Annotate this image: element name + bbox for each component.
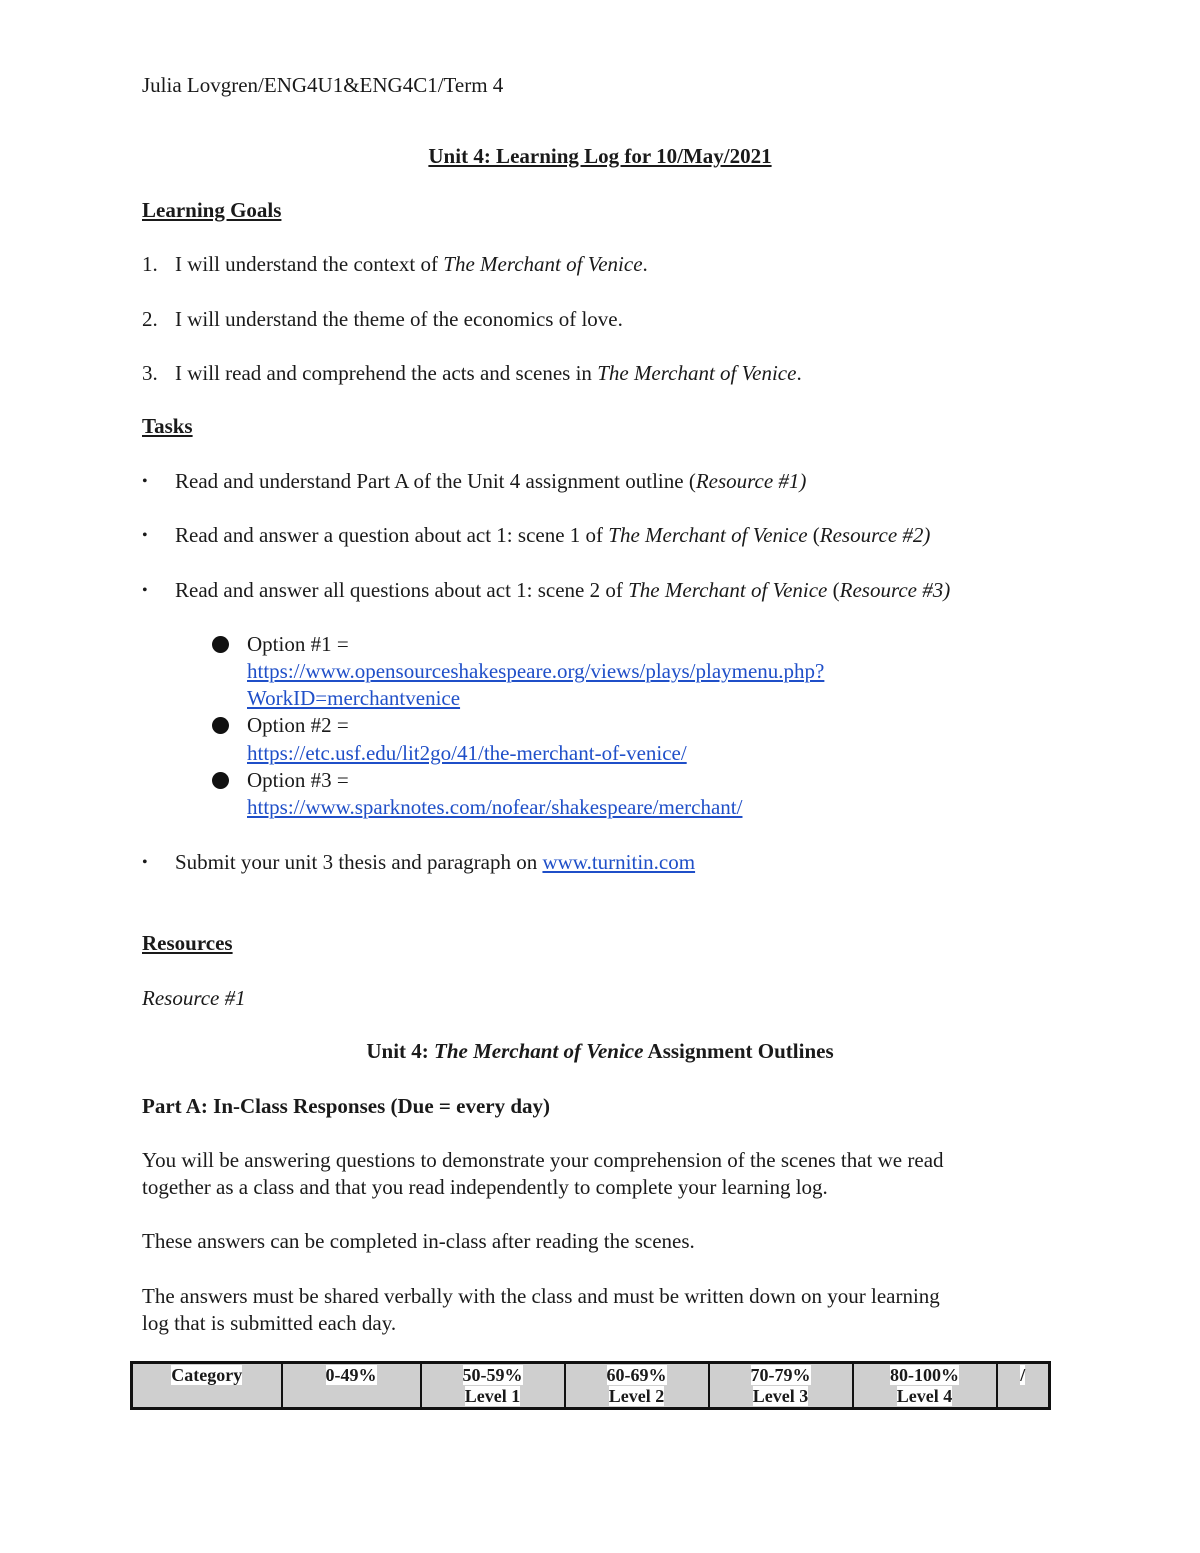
outline-title-pre: Unit 4: [366, 1039, 435, 1063]
goal-1-end: . [642, 252, 648, 276]
rubric-table [130, 1361, 1051, 1410]
task-1-bullet: • [142, 473, 148, 490]
goal-1-text: I will understand the context of [175, 252, 444, 276]
rubric-col-level-2-range: 60-69% [606, 1365, 667, 1385]
option-1-label: Option #1 = [247, 632, 349, 656]
tasks-heading: Tasks [142, 414, 193, 438]
task-3-paren: ( [827, 578, 840, 602]
option-2-bullet [212, 717, 229, 734]
rubric-header-row [132, 1363, 1050, 1409]
rubric-col-score-label: / [1020, 1365, 1026, 1385]
rubric-col-score [997, 1363, 1050, 1409]
resource-1-label: Resource #1 [142, 986, 246, 1010]
option-2-label: Option #2 = [247, 713, 349, 737]
option-3-label: Option #3 = [247, 768, 349, 792]
task-2-bullet: • [142, 527, 148, 544]
option-1-bullet [212, 636, 229, 653]
paragraph-3-line-2: log that is submitted each day. [142, 1311, 397, 1335]
task-3-text: Read and answer all questions about act 1: scene 2 of [175, 578, 629, 602]
goal-1-number: 1. [142, 252, 158, 276]
task-3-title: The Merchant of Venice [628, 578, 828, 602]
goal-3-number: 3. [142, 361, 158, 385]
task-3 [175, 577, 950, 604]
goal-1-title: The Merchant of Venice [443, 252, 643, 276]
resources-heading: Resources [142, 931, 233, 955]
rubric-col-category-label: Category [171, 1365, 243, 1385]
rubric-col-level-3 [709, 1363, 853, 1409]
rubric-col-level-3-label: Level 3 [752, 1386, 809, 1406]
paragraph-3-line-1: The answers must be shared verbally with the class and must be written down on your learning [142, 1284, 940, 1308]
part-a-heading: Part A: In-Class Responses (Due = every day) [142, 1094, 551, 1118]
rubric-col-level-4-range: 80-100% [890, 1365, 959, 1385]
goal-3-text: I will read and comprehend the acts and scenes in [175, 361, 598, 385]
learning-goals-heading: Learning Goals [142, 198, 282, 222]
paragraph-1-line-1: You will be answering questions to demonstrate your comprehension of the scenes that we read [142, 1148, 944, 1172]
page-title: Unit 4: Learning Log for 10/May/2021 [428, 144, 772, 168]
rubric-col-0-49-label: 0-49% [325, 1365, 377, 1385]
option-1-link[interactable]: https://www.opensourceshakespeare.org/views/plays/playmenu.php? [247, 659, 825, 683]
task-2-title: The Merchant of Venice [608, 523, 808, 547]
task-2-resource: Resource #2) [819, 523, 931, 547]
task-2-text: Read and answer a question about act 1: scene 1 of [175, 523, 609, 547]
rubric-col-category [132, 1363, 282, 1409]
paragraph-1-line-2: together as a class and that you read independently to complete your learning log. [142, 1175, 828, 1199]
task-4 [175, 849, 695, 876]
goal-3-end: . [796, 361, 802, 385]
paragraph-2: These answers can be completed in-class after reading the scenes. [142, 1229, 695, 1253]
option-3-bullet [212, 772, 229, 789]
outline-title [0, 1038, 1200, 1065]
task-2 [175, 522, 930, 549]
task-4-bullet: • [142, 854, 148, 871]
goal-1 [175, 251, 648, 278]
option-1-link-cont[interactable]: WorkID=merchantvenice [247, 686, 461, 710]
turnitin-link[interactable]: www.turnitin.com [542, 850, 696, 874]
task-1 [175, 468, 806, 495]
goal-2 [175, 306, 623, 333]
rubric-col-level-1-range: 50-59% [462, 1365, 523, 1385]
rubric-col-level-3-range: 70-79% [750, 1365, 811, 1385]
task-4-text: Submit your unit 3 thesis and paragraph on [175, 850, 543, 874]
option-2-link[interactable]: https://etc.usf.edu/lit2go/41/the-merchant-of-venice/ [247, 741, 687, 765]
rubric-col-level-1 [421, 1363, 565, 1409]
task-3-bullet: • [142, 582, 148, 599]
option-3-link[interactable]: https://www.sparknotes.com/nofear/shakespeare/merchant/ [247, 795, 743, 819]
goal-3 [175, 360, 802, 387]
goal-2-text: I will understand the theme of the economics of love. [175, 307, 623, 331]
rubric-col-0-49 [282, 1363, 421, 1409]
outline-title-play: The Merchant of Venice [434, 1039, 644, 1063]
rubric-col-level-2-label: Level 2 [608, 1386, 665, 1406]
outline-title-post: Assignment Outlines [643, 1039, 834, 1063]
task-2-paren: ( [807, 523, 820, 547]
rubric-col-level-4-label: Level 4 [896, 1386, 953, 1406]
task-1-text: Read and understand Part A of the Unit 4 assignment outline ( [175, 469, 696, 493]
task-1-resource: Resource #1) [695, 469, 807, 493]
rubric-col-level-2 [565, 1363, 709, 1409]
goal-3-title: The Merchant of Venice [597, 361, 797, 385]
task-3-resource: Resource #3) [839, 578, 951, 602]
rubric-col-level-4 [853, 1363, 997, 1409]
goal-2-number: 2. [142, 307, 158, 331]
document-header: Julia Lovgren/ENG4U1&ENG4C1/Term 4 [142, 73, 504, 97]
rubric-col-level-1-label: Level 1 [464, 1386, 521, 1406]
